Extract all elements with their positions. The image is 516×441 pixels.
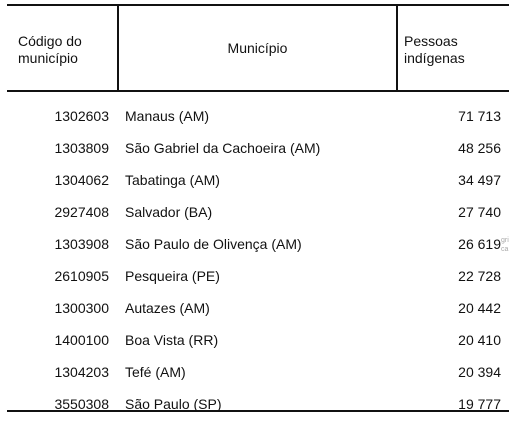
cell-population: 34 497	[458, 172, 501, 188]
cell-code: 2610905	[54, 268, 109, 284]
cell-code: 1304062	[54, 172, 109, 188]
cell-code: 2927408	[54, 204, 109, 220]
watermark-fragment-line2: ca	[501, 246, 509, 253]
cell-population: 19 777	[458, 396, 501, 412]
table-row	[0, 260, 516, 292]
table-row	[0, 292, 516, 324]
watermark-fragment	[501, 236, 516, 258]
watermark-fragment-line1: gri	[501, 237, 509, 244]
table-header-rule	[7, 90, 509, 92]
column-header-municipality: Município	[227, 40, 288, 56]
cell-code: 1302603	[54, 108, 109, 124]
cell-municipality: Boa Vista (RR)	[125, 332, 219, 348]
cell-code: 1303908	[54, 236, 109, 252]
cell-municipality: Tabatinga (AM)	[125, 172, 220, 188]
column-header-code-line2: município	[18, 50, 78, 66]
cell-municipality: São Paulo (SP)	[125, 396, 222, 412]
table-row	[0, 388, 516, 420]
table-row	[0, 100, 516, 132]
cell-municipality: São Gabriel da Cachoeira (AM)	[125, 140, 321, 156]
table-row	[0, 228, 516, 260]
column-header-population	[404, 33, 504, 67]
column-header-code-line1: Código do	[18, 33, 82, 49]
cell-municipality: Autazes (AM)	[125, 300, 210, 316]
cell-municipality: Salvador (BA)	[125, 204, 213, 220]
cell-population: 48 256	[458, 140, 501, 156]
cell-code: 1300300	[54, 300, 109, 316]
header-divider-2	[396, 4, 398, 92]
cell-code: 1400100	[54, 332, 109, 348]
cell-code: 1303809	[54, 140, 109, 156]
table-row	[0, 132, 516, 164]
table-row	[0, 196, 516, 228]
table-body	[0, 100, 516, 412]
column-header-population-line2: indígenas	[404, 50, 465, 66]
cell-code: 1304203	[54, 364, 109, 380]
cell-population: 22 728	[458, 268, 501, 284]
cell-code: 3550308	[54, 396, 109, 412]
column-header-code	[18, 33, 110, 67]
table-row	[0, 356, 516, 388]
table-row	[0, 164, 516, 196]
cell-municipality: Manaus (AM)	[125, 108, 210, 124]
table-row	[0, 324, 516, 356]
column-header-population-line1: Pessoas	[404, 33, 458, 49]
cell-municipality: São Paulo de Olivença (AM)	[125, 236, 302, 252]
cell-municipality: Pesqueira (PE)	[125, 268, 220, 284]
cell-population: 26 619	[458, 236, 501, 252]
cell-population: 27 740	[458, 204, 501, 220]
cell-population: 20 394	[458, 364, 501, 380]
table-top-rule	[7, 4, 509, 6]
cell-municipality: Tefé (AM)	[125, 364, 186, 380]
cell-population: 20 410	[458, 332, 501, 348]
cell-population: 71 713	[458, 108, 501, 124]
cell-population: 20 442	[458, 300, 501, 316]
